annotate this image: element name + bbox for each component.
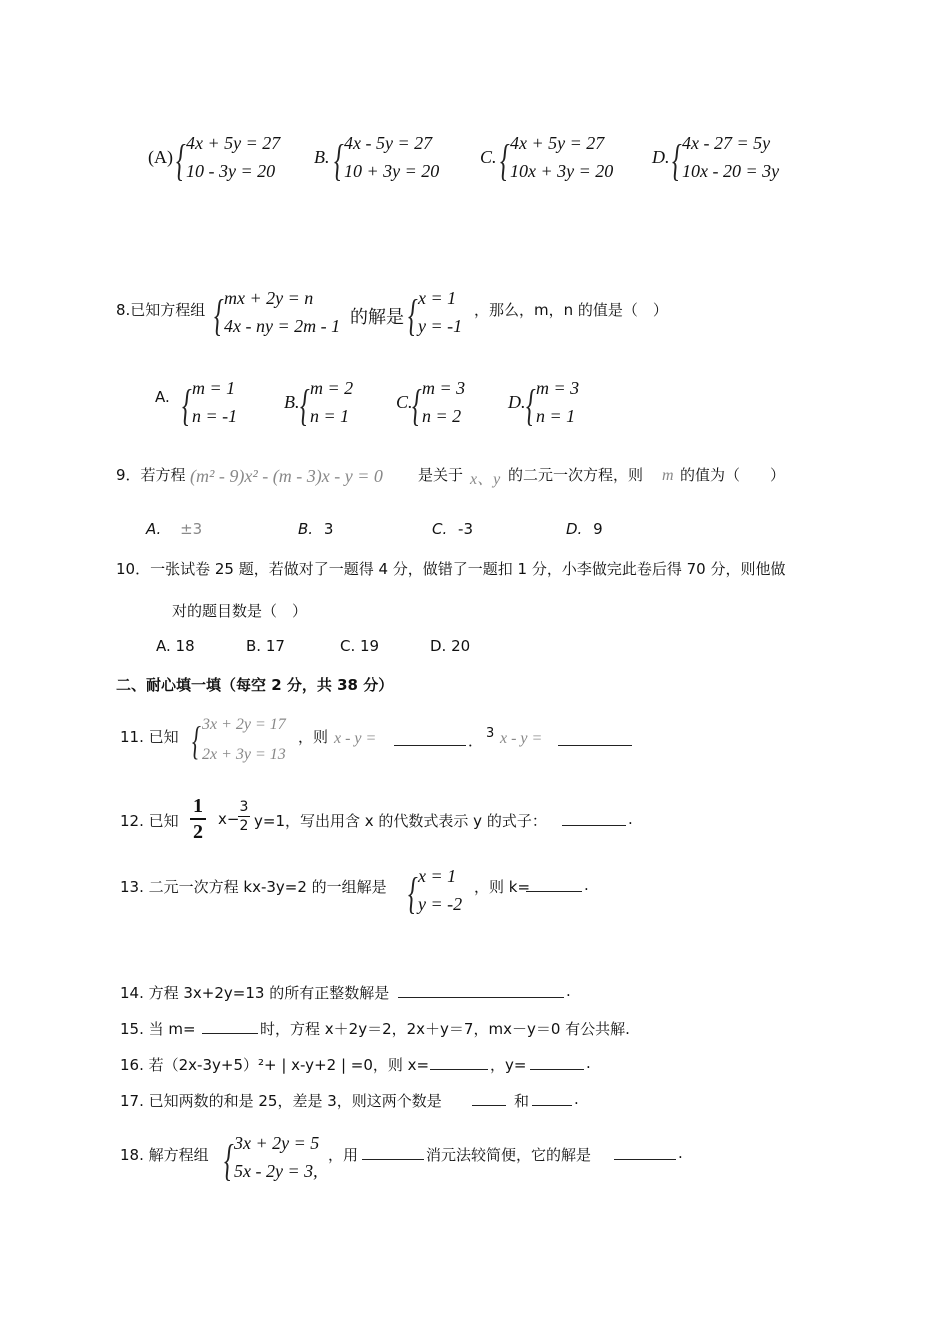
q8-option-a-label: A. xyxy=(155,388,170,406)
q9-c-value: -3 xyxy=(458,520,473,538)
q9-option-d xyxy=(566,520,603,538)
q13-end: . xyxy=(584,876,589,894)
q11-coef: 3 xyxy=(486,726,495,741)
q12-prefix: 12. 已知 xyxy=(120,812,179,830)
q11-blank-1[interactable] xyxy=(394,731,466,746)
q8-c-eq2: n = 2 xyxy=(422,406,462,426)
brace-icon: { xyxy=(412,381,422,430)
q13-blank[interactable] xyxy=(526,877,582,892)
q11-blank-2[interactable] xyxy=(558,731,632,746)
q8-a-eq2: n = -1 xyxy=(192,406,238,426)
q8-a-eq1: m = 1 xyxy=(192,378,236,398)
q13-suffix: ，则 k= xyxy=(474,878,531,896)
q10-line2: 对的题目数是（ ） xyxy=(172,602,308,620)
q12-frac1-den: 2 xyxy=(193,821,203,843)
q18-blank-1[interactable] xyxy=(362,1145,424,1160)
q7-options xyxy=(0,0,950,200)
q17-blank-2[interactable] xyxy=(532,1091,572,1106)
q9-d-label: D. xyxy=(566,520,583,538)
q8-b-eq1: m = 2 xyxy=(310,378,354,398)
brace-icon: { xyxy=(214,291,224,340)
q9-vars: x、y xyxy=(470,471,501,488)
q13-prefix: 13. 二元一次方程 kx-3y=2 的一组解是 xyxy=(120,878,387,896)
q16-mid: ，y= xyxy=(490,1056,527,1074)
brace-icon: { xyxy=(500,136,510,185)
q8-b-eq2: n = 1 xyxy=(310,406,350,426)
q9-middle2: 的二元一次方程，则 xyxy=(508,466,644,484)
q12-rest: y=1，写出用含 x 的代数式表示 y 的式子： xyxy=(254,812,547,830)
q9-option-b xyxy=(298,520,333,538)
q9-a-value: ±3 xyxy=(180,520,203,538)
brace-icon: { xyxy=(224,1136,234,1185)
q10-option-d: D. 20 xyxy=(430,637,471,655)
q9-a-label: A. xyxy=(146,520,162,538)
q10-option-b: B. 17 xyxy=(246,637,285,655)
q7-a-eq1: 4x + 5y = 27 xyxy=(186,133,281,153)
section-2-title: 二、耐心填一填（每空 2 分，共 38 分） xyxy=(116,676,394,694)
q11-eq2: 2x + 3y = 13 xyxy=(202,746,286,763)
q17-blank-1[interactable] xyxy=(472,1091,506,1106)
q15-blank[interactable] xyxy=(202,1019,258,1034)
q7-a-eq2: 10 - 3y = 20 xyxy=(186,161,276,181)
q12-frac2-num: 3 xyxy=(239,799,249,815)
brace-icon: { xyxy=(300,381,310,430)
q14-text: 14. 方程 3x+2y=13 的所有正整数解是 xyxy=(120,984,390,1002)
q9-equation: (m² - 9)x² - (m - 3)x - y = 0 xyxy=(190,466,383,486)
q17-mid: 和 xyxy=(514,1092,530,1110)
q7-option-c-label: C. xyxy=(480,147,497,167)
q11-prefix: 11. 已知 xyxy=(120,728,179,746)
q12-frac1-num: 1 xyxy=(193,795,203,817)
q18-mid2: 消元法较简便，它的解是 xyxy=(426,1146,592,1164)
q8-sol-eq2: y = -1 xyxy=(418,316,463,336)
q8-d-eq1: m = 3 xyxy=(536,378,580,398)
q15-prefix: 15. 当 m= xyxy=(120,1020,196,1038)
q8-sys-eq1: mx + 2y = n xyxy=(224,288,314,308)
q18-eq2: 5x - 2y = 3, xyxy=(234,1161,318,1181)
q10-line1: 10．一张试卷 25 题，若做对了一题得 4 分，做错了一题扣 1 分，小李做完此卷后得 70 分，则他做 xyxy=(116,560,786,578)
q12-end: . xyxy=(628,810,633,828)
q11-expr2: x - y = xyxy=(500,730,543,747)
q9-b-label: B. xyxy=(298,520,314,538)
q18-blank-2[interactable] xyxy=(614,1145,676,1160)
q16-prefix: 16. 若（2x-3y+5）²+ | x-y+2 | =0，则 x= xyxy=(120,1056,430,1074)
brace-icon: { xyxy=(408,869,418,918)
q9-var-m: m xyxy=(662,467,674,484)
fraction-bar xyxy=(190,818,206,820)
brace-icon: { xyxy=(182,381,192,430)
q8-prefix: 8.已知方程组 xyxy=(116,301,206,319)
q8-middle: 的解是 xyxy=(350,307,404,328)
brace-icon: { xyxy=(526,381,536,430)
q10-option-c: C. 19 xyxy=(340,637,380,655)
q12-frac2-den: 2 xyxy=(239,818,249,834)
q7-d-eq2: 10x - 20 = 3y xyxy=(682,161,780,181)
q12-x: x− xyxy=(218,810,240,828)
q18-end: . xyxy=(678,1144,683,1162)
q7-c-eq1: 4x + 5y = 27 xyxy=(510,133,605,153)
q17-end: . xyxy=(574,1090,579,1108)
brace-icon: { xyxy=(408,291,418,340)
q16-end: . xyxy=(586,1054,591,1072)
q8-d-eq2: n = 1 xyxy=(536,406,576,426)
brace-icon: { xyxy=(192,718,201,763)
q11-expr1: x - y = xyxy=(334,730,377,747)
q14-end: . xyxy=(566,982,571,1000)
q11-middle: ，则 xyxy=(298,728,329,746)
q9-prefix: 9．若方程 xyxy=(116,466,186,484)
q7-option-b-label: B. xyxy=(314,147,330,167)
q12-fraction-1 xyxy=(190,796,206,842)
q7-b-eq2: 10 + 3y = 20 xyxy=(344,161,440,181)
q11-eq1: 3x + 2y = 17 xyxy=(202,716,286,733)
q11-sep: ． xyxy=(468,732,484,750)
q10-option-a: A. 18 xyxy=(156,637,195,655)
brace-icon: { xyxy=(176,136,186,185)
q13-eq1: x = 1 xyxy=(418,866,457,886)
brace-icon: { xyxy=(334,136,344,185)
q16-blank-x[interactable] xyxy=(430,1055,488,1070)
q8-option-b-label: B. xyxy=(284,392,300,412)
q7-d-eq1: 4x - 27 = 5y xyxy=(682,133,771,153)
q13-eq2: y = -2 xyxy=(418,894,463,914)
q9-middle1: 是关于 xyxy=(418,466,464,484)
q15-rest: 时，方程 x＋2y＝2，2x＋y＝7，mx－y＝0 有公共解. xyxy=(260,1020,630,1038)
q8-sol-eq1: x = 1 xyxy=(418,288,457,308)
q7-option-a-label: (A) xyxy=(148,147,173,167)
q9-suffix: 的值为（ ） xyxy=(680,466,786,484)
q14-blank[interactable] xyxy=(398,983,564,998)
brace-icon: { xyxy=(672,136,682,185)
q16-blank-y[interactable] xyxy=(530,1055,584,1070)
q7-option-d-label: D. xyxy=(652,147,670,167)
q8-option-c-label: C. xyxy=(396,392,413,412)
q7-c-eq2: 10x + 3y = 20 xyxy=(510,161,614,181)
q9-b-value: 3 xyxy=(323,520,334,538)
q9-c-label: C. xyxy=(432,520,448,538)
q7-b-eq1: 4x - 5y = 27 xyxy=(344,133,433,153)
q18-prefix: 18. 解方程组 xyxy=(120,1146,209,1164)
q8-sys-eq2: 4x - ny = 2m - 1 xyxy=(224,316,341,336)
fraction-bar xyxy=(238,816,250,817)
q8-suffix: ，那么，m，n 的值是（ ） xyxy=(474,301,668,319)
q9-option-c xyxy=(432,520,473,538)
q9-d-value: 9 xyxy=(593,520,603,538)
q17-prefix: 17. 已知两数的和是 25，差是 3，则这两个数是 xyxy=(120,1092,442,1110)
q8-c-eq1: m = 3 xyxy=(422,378,466,398)
q9-option-a xyxy=(146,520,202,538)
q12-fraction-2 xyxy=(238,800,250,833)
q18-eq1: 3x + 2y = 5 xyxy=(234,1133,320,1153)
q18-mid1: ，用 xyxy=(328,1146,359,1164)
q8-option-d-label: D. xyxy=(508,392,526,412)
q12-blank[interactable] xyxy=(562,811,626,826)
